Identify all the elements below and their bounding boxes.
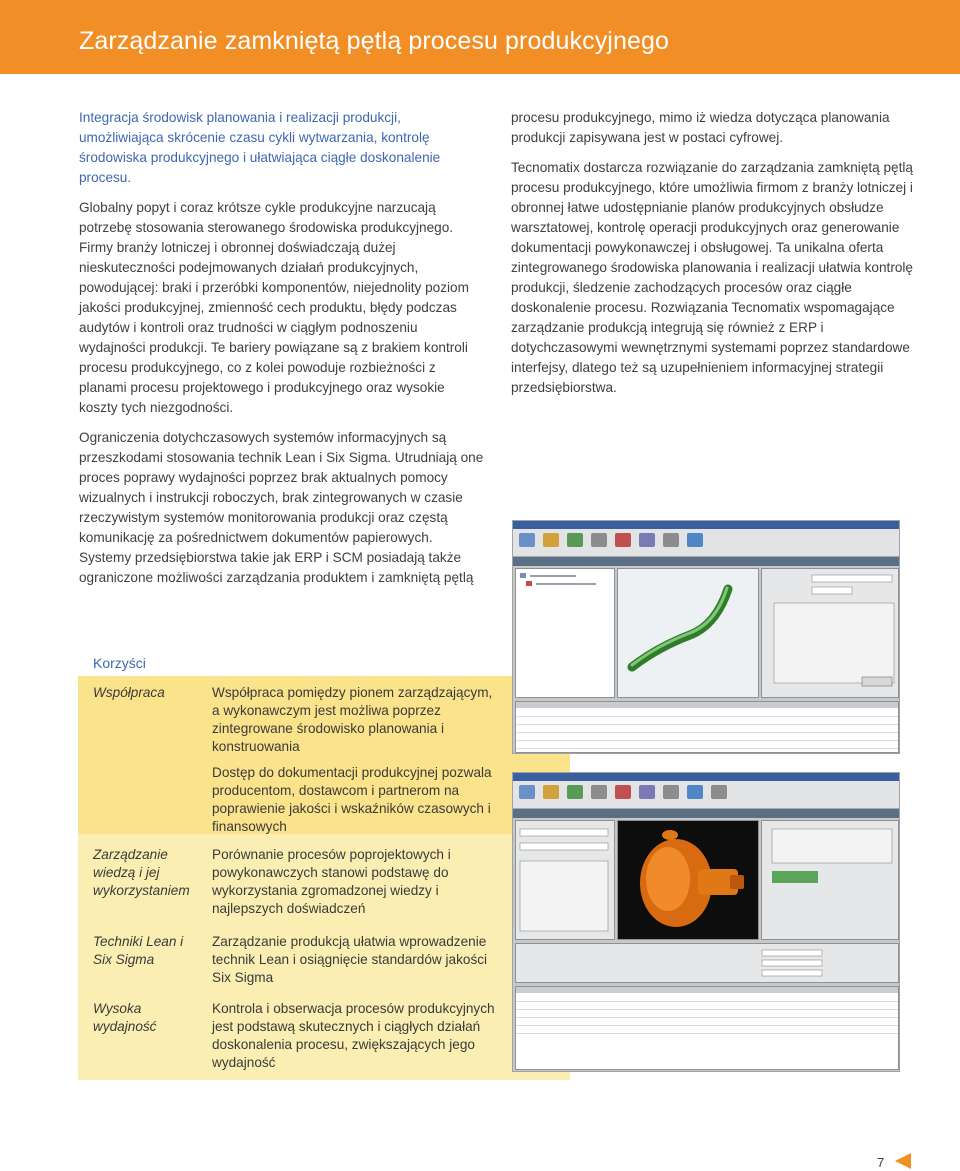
grid-header — [516, 987, 898, 993]
grid-line — [516, 724, 898, 725]
benefit-value — [212, 846, 502, 918]
3d-view — [617, 820, 759, 940]
left-column — [79, 108, 485, 588]
grid-line — [516, 1017, 898, 1018]
grid-line — [516, 1001, 898, 1002]
page-number: 7 — [877, 1155, 885, 1170]
grid-line — [516, 1009, 898, 1010]
benefit-text: Dostęp do dokumentacji produkcyjnej pozwala producentom, dostawcom i partnerom na poprawienie jakości i wskaźników czasowych i finansowych — [212, 765, 492, 834]
grid-line — [516, 1025, 898, 1026]
toolbar-icon — [543, 533, 559, 547]
motor-part-image — [618, 821, 758, 939]
tube-part-image — [618, 569, 758, 697]
page-title: Zarządzanie zamkniętą pętlą procesu produkcyjnego — [79, 27, 669, 55]
side-form — [516, 821, 614, 939]
benefit-text: Porównanie procesów poprojektowych i powykonawczych stanowi podstawę do wykorzystania zgromadzonej wiedzy i najlepszych doświadczeń — [212, 847, 451, 916]
body-paragraph-2: Ograniczenia dotychczasowych systemów informacyjnych są przeszkodami stosowania technik Lean i Six Sigma. Utrudniają one proces poprawy wydajności poprzez brak aktualnych pomocy wizualnych i instrukcji roboczych, brak zintegrowanych w czasie rzeczywistym systemów monitorowania produkcji oraz częstą komunikację za pośrednictwem dokumentów papierowych. Systemy przedsiębiorstwa takie jak ERP i SCM posiadają także ograniczone możliwości zarządzania produktem i zamkniętą pętlą — [79, 430, 484, 585]
right-column — [511, 108, 921, 398]
window-toolbar — [513, 529, 899, 557]
benefit-text: Zarządzanie produkcją ułatwia wprowadzenie technik Lean i osiągnięcie standardów jakości Six Sigma — [212, 934, 488, 985]
toolbar-icon — [615, 785, 631, 799]
toolbar-icon — [519, 785, 535, 799]
benefit-key: Techniki Lean i Six Sigma — [93, 934, 184, 967]
benefit-key: Zarządzanie wiedzą i jej wykorzystaniem — [93, 847, 190, 898]
benefit-key: Współpraca — [93, 685, 165, 700]
toolbar-icon — [687, 533, 703, 547]
toolbar-icon — [567, 533, 583, 547]
grid-line — [516, 732, 898, 733]
toolbar-icon — [687, 785, 703, 799]
properties-form — [762, 569, 898, 697]
toolbar-icon — [519, 533, 535, 547]
tree-pane — [515, 568, 615, 698]
lead-paragraph: Integracja środowisk planowania i realizacji produkcji, umożliwiająca skrócenie czasu cykli wytwarzania, kontrolę środowiska produkcyjnego i ułatwiająca ciągłe doskonalenie procesu. — [79, 110, 441, 185]
benefit-value — [212, 933, 502, 987]
toolbar-icon — [639, 533, 655, 547]
tree-view — [516, 569, 614, 599]
window-toolbar — [513, 781, 899, 809]
benefit-text: Współpraca pomiędzy pionem zarządzającym, a wykonawczym jest możliwa poprzez zintegrowane środowisko planowania i konstruowania — [212, 685, 493, 754]
benefit-text: Kontrola i obserwacja procesów produkcyjnych jest podstawą skutecznych i ciągłych działań doskonalenia procesu, zwiększających jego wydajność — [212, 1001, 495, 1070]
toolbar-icon — [591, 533, 607, 547]
data-grid — [515, 986, 899, 1070]
body-paragraph-1: Globalny popyt i coraz krótsze cykle produkcyjne narzucają potrzebę stosowania sterowanego środowiska produkcyjnego. Firmy branży lotniczej i obronnej doświadczają dużej nieskuteczności podejmowanych działań produkcyjnych, powodującej: braki i przeróbki komponentów, niejednolity poziom jakości produkcyjnej, zmienność cech produktu, błędy podczas audytów i kontroli oraz trudności w ciągłym podnoszeniu wydajności produkcji. Te bariery powiązane są z brakiem kontroli procesu produkcyjnego, co z kolei powoduje rozbieżności z planami procesu projektowego i produkcyjnego oraz wysokie koszty tych niezgodności. — [79, 200, 469, 415]
toolbar-icon — [543, 785, 559, 799]
grid-line — [516, 740, 898, 741]
toolbar-icon — [663, 533, 679, 547]
side-pane — [515, 820, 615, 940]
form-fields — [516, 944, 898, 982]
benefit-key: Wysoka wydajność — [93, 1001, 157, 1034]
page-arrow-icon — [895, 1153, 911, 1169]
window-tabs — [513, 557, 899, 566]
benefits-title: Korzyści — [93, 655, 146, 671]
form-pane — [515, 943, 899, 983]
toolbar-icon — [567, 785, 583, 799]
window-titlebar — [513, 773, 899, 781]
toolbar-icon — [639, 785, 655, 799]
data-grid — [515, 701, 899, 753]
software-screenshot-tube — [512, 520, 900, 754]
header-banner — [0, 0, 960, 74]
properties-pane — [761, 820, 899, 940]
body-paragraph-3: procesu produkcyjnego, mimo iż wiedza dotycząca planowania produkcji zapisywana jest w postaci cyfrowej. — [511, 110, 890, 145]
body-paragraph-4: Tecnomatix dostarcza rozwiązanie do zarządzania zamkniętą pętlą procesu produkcyjnego, które umożliwia firmom z branży lotniczej i obronnej łatwe udostępnianie planów produkcyjnych obsłudze warsztatowej, kontrolę operacji produkcyjnych oraz generowanie dokumentacji powykonawczej i obsługowej. Ta unikalna oferta zintegrowanego środowiska planowania i realizacji ułatwia kontrolę produkcji, śledzenie zachodzących procesów oraz ciągłe doskonalenie procesu. Rozwiązania Tecnomatix wspomagające zarządzanie produkcją integrują się również z ERP i dotychczasowymi wewnętrznymi systemami poprzez standardowe interfejsy, dlatego też są uzupełnieniem informacyjnej strategii przedsiębiorstwa. — [511, 160, 913, 395]
window-titlebar — [513, 521, 899, 529]
benefit-value — [212, 684, 502, 836]
toolbar-icon — [615, 533, 631, 547]
toolbar-icon — [711, 785, 727, 799]
window-tabs — [513, 809, 899, 818]
properties-pane — [761, 568, 899, 698]
grid-line — [516, 1033, 898, 1034]
toolbar-icon — [591, 785, 607, 799]
3d-view — [617, 568, 759, 698]
properties-form — [762, 821, 898, 939]
software-screenshot-motor — [512, 772, 900, 1072]
toolbar-icon — [663, 785, 679, 799]
benefit-value — [212, 1000, 502, 1072]
grid-line — [516, 748, 898, 749]
grid-header — [516, 702, 898, 708]
grid-line — [516, 716, 898, 717]
